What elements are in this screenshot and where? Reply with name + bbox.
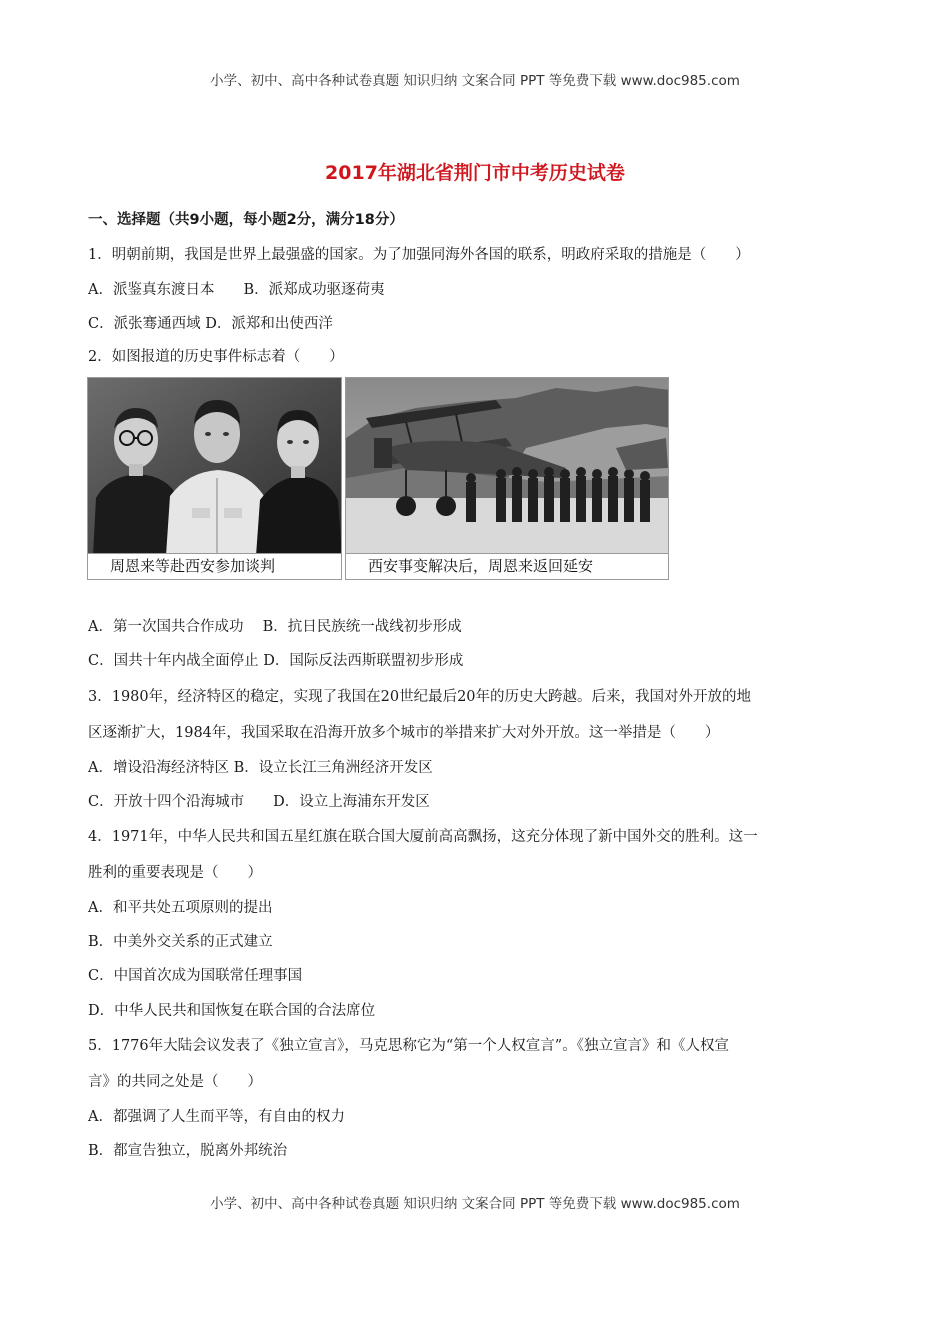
q4-option-c: C．中国首次成为国联常任理事国	[88, 968, 303, 984]
q5-option-b: B．都宣告独立，脱离外邦统治	[88, 1143, 288, 1159]
q5-option-a: A．都强调了人生而平等，有自由的权力	[88, 1109, 345, 1125]
airplane-group-illustration	[346, 378, 669, 556]
q5-stem-line1: 5．1776年大陆会议发表了《独立宣言》，马克思称它为“第一个人权宣言”。《独立宣言》和《人权宣	[88, 1038, 729, 1054]
exam-title: 2017年湖北省荆门市中考历史试卷	[325, 162, 625, 184]
page-footer-banner: 小学、初中、高中各种试卷真题 知识归纳 文案合同 PPT 等免费下载 www.doc985.com	[210, 1196, 740, 1212]
q2-options-ab: A．第一次国共合作成功 B．抗日民族统一战线初步形成	[88, 619, 462, 635]
caption-right: 西安事变解决后，周恩来返回延安	[346, 553, 668, 579]
section-heading: 一、选择题（共9小题，每小题2分，满分18分）	[88, 212, 404, 228]
q4-stem-line2: 胜利的重要表现是（ ）	[88, 865, 262, 881]
q1-options-ab: A．派鉴真东渡日本 B．派郑成功驱逐荷夷	[88, 282, 385, 298]
photo-delegation-portrait	[87, 377, 342, 580]
q4-option-a: A．和平共处五项原则的提出	[88, 900, 273, 916]
portrait-illustration	[88, 378, 342, 556]
q3-options-cd: C．开放十四个沿海城市 D．设立上海浦东开发区	[88, 794, 430, 810]
caption-left: 周恩来等赴西安参加谈判	[88, 553, 341, 579]
q2-stem: 2．如图报道的历史事件标志着（ ）	[88, 349, 344, 365]
q2-options-cd: C．国共十年内战全面停止 D．国际反法西斯联盟初步形成	[88, 653, 464, 669]
q3-stem-line1: 3．1980年，经济特区的稳定，实现了我国在20世纪最后20年的历史大跨越。后来，我国对外开放的地	[88, 689, 752, 705]
q5-stem-line2: 言》的共同之处是（ ）	[88, 1074, 262, 1090]
q1-stem: 1．明朝前期，我国是世界上最强盛的国家。为了加强同海外各国的联系，明政府采取的措施是（ ）	[88, 247, 750, 263]
q1-options-cd: C．派张骞通西域 D．派郑和出使西洋	[88, 316, 333, 332]
page-header-banner: 小学、初中、高中各种试卷真题 知识归纳 文案合同 PPT 等免费下载 www.doc985.com	[210, 73, 740, 89]
q3-stem-line2: 区逐渐扩大，1984年，我国采取在沿海开放多个城市的举措来扩大对外开放。这一举措是（ ）	[88, 725, 720, 741]
photo-return-to-yanan	[345, 377, 669, 580]
q4-option-b: B．中美外交关系的正式建立	[88, 934, 273, 950]
q3-options-ab: A．增设沿海经济特区 B．设立长江三角洲经济开发区	[88, 760, 433, 776]
q4-option-d: D．中华人民共和国恢复在联合国的合法席位	[88, 1003, 376, 1019]
q4-stem-line1: 4．1971年，中华人民共和国五星红旗在联合国大厦前高高飘扬，这充分体现了新中国外交的胜利。这一	[88, 829, 758, 845]
